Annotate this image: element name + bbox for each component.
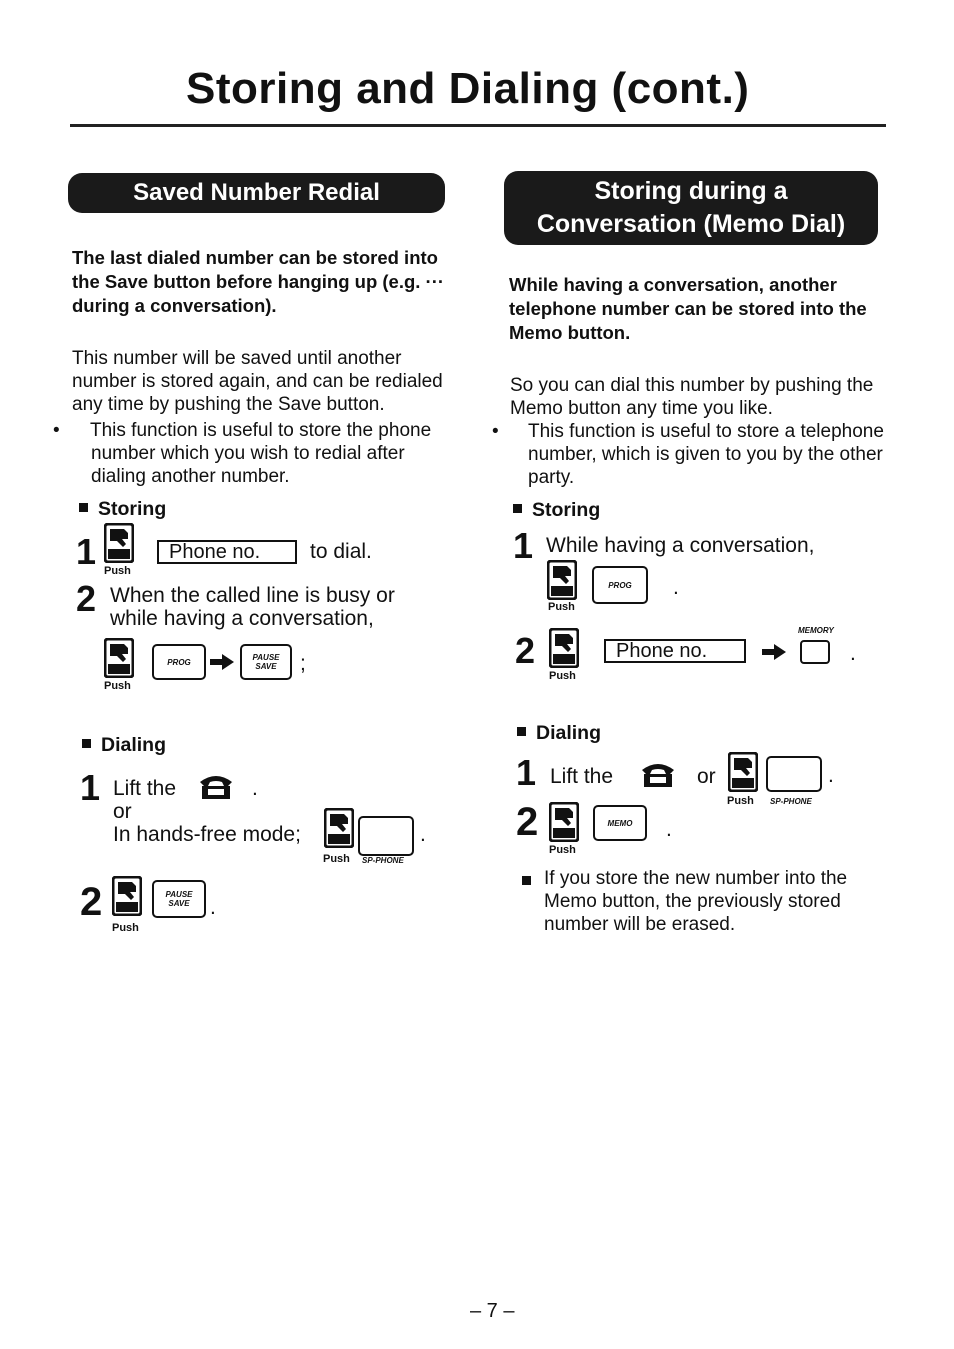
section-banner-memo-dial <box>504 171 878 245</box>
left-dialing-step1-text: Lift the <box>113 777 177 800</box>
section-banner-saved-number-redial: Saved Number Redial <box>68 173 445 213</box>
right-note <box>520 867 890 936</box>
phone-no-box: Phone no. <box>157 540 297 564</box>
right-arrow-icon <box>210 654 234 670</box>
memory-label: MEMORY <box>798 626 834 635</box>
push-hand-icon <box>547 560 577 600</box>
left-lead-text: The last dialed number can be stored into the Save button before hanging up (e.g. ··· during a conversation). <box>72 247 445 316</box>
page-title: Storing and Dialing (cont.) <box>186 64 750 113</box>
push-label: Push <box>727 795 754 807</box>
left-dialing-or: or <box>113 800 132 823</box>
period: . <box>828 764 834 787</box>
right-dialing-heading: Dialing <box>517 722 601 745</box>
memo-key[interactable]: MEMO <box>593 805 647 841</box>
right-lead-text: While having a conversation, another telephone number can be stored into the Memo button. <box>509 274 867 343</box>
left-dialing-heading: Dialing <box>82 734 166 757</box>
period: . <box>210 896 216 919</box>
right-storing-step1-text: While having a conversation, <box>546 534 815 557</box>
right-storing-heading: Storing <box>513 499 600 522</box>
push-hand-icon <box>549 802 579 842</box>
push-label: Push <box>549 670 576 682</box>
push-hand-icon <box>112 876 142 916</box>
push-label: Push <box>323 853 350 865</box>
left-dialing-handsfree: In hands-free mode; <box>113 823 301 846</box>
period: . <box>252 777 258 800</box>
right-storing-step1-number: 1 <box>513 525 534 566</box>
sp-phone-label: SP-PHONE <box>362 856 404 865</box>
period: . <box>673 576 679 599</box>
title-divider <box>70 124 886 127</box>
left-storing-step2-semicolon: ; <box>300 652 306 675</box>
push-label: Push <box>104 565 131 577</box>
right-dialing-step1-text: Lift the <box>550 765 614 788</box>
banner-line2: Conversation (Memo Dial) <box>536 210 846 238</box>
left-storing-step2-number: 2 <box>76 578 97 619</box>
push-label: Push <box>548 601 575 613</box>
pause-save-key[interactable]: PAUSE SAVE <box>152 880 206 918</box>
push-hand-icon <box>324 808 354 848</box>
left-dialing-step2-number: 2 <box>80 880 103 924</box>
square-bullet-icon <box>79 503 88 512</box>
period: . <box>850 642 856 665</box>
phone-no-box: Phone no. <box>604 639 746 663</box>
right-bullet-text: This function is useful to store a telephone number, which is given to you by the other party. <box>528 421 884 488</box>
square-bullet-icon <box>517 727 526 736</box>
sp-phone-label: SP-PHONE <box>770 797 812 806</box>
prog-key[interactable]: PROG <box>592 566 648 604</box>
page-number: – 7 – <box>470 1300 515 1322</box>
left-storing-step1-text: to dial. <box>310 540 372 563</box>
sp-phone-key[interactable] <box>766 756 822 792</box>
handset-icon <box>196 772 236 800</box>
sp-phone-key[interactable] <box>358 816 414 856</box>
period: . <box>420 823 426 846</box>
left-storing-step1-number: 1 <box>76 531 97 572</box>
right-body-text: So you can dial this number by pushing the Memo button any time you like. <box>510 375 874 419</box>
push-hand-icon <box>104 523 134 563</box>
right-note-text: If you store the new number into the Memo button, the previously stored number will be erased. <box>544 868 848 935</box>
right-dialing-step1-number: 1 <box>516 752 537 793</box>
right-dialing-step2-number: 2 <box>516 800 539 844</box>
right-dialing-or: or <box>697 765 716 788</box>
left-bullet: • This function is useful to store the phone number which you wish to redial after dialing another number. <box>53 420 432 487</box>
push-hand-icon <box>728 752 758 792</box>
push-label: Push <box>112 922 139 934</box>
right-bullet: • This function is useful to store a telephone number, which is given to you by the other party. <box>492 421 884 488</box>
left-storing-step2-line1: When the called line is busy or <box>110 584 395 607</box>
pause-save-key[interactable]: PAUSE SAVE <box>240 644 292 680</box>
left-storing-heading: Storing <box>79 498 166 521</box>
push-hand-icon <box>104 638 134 678</box>
push-hand-icon <box>549 628 579 668</box>
left-dialing-step1-number: 1 <box>80 767 101 808</box>
left-storing-step2-line2: while having a conversation, <box>110 607 374 630</box>
square-bullet-icon <box>522 876 531 885</box>
handset-icon <box>638 760 678 788</box>
prog-key[interactable]: PROG <box>152 644 206 680</box>
push-label: Push <box>104 680 131 692</box>
push-label: Push <box>549 844 576 856</box>
square-bullet-icon <box>82 739 91 748</box>
period: . <box>666 818 672 841</box>
right-arrow-icon <box>762 644 786 660</box>
left-bullet-text: This function is useful to store the phone number which you wish to redial after dialing another number. <box>90 420 432 487</box>
memory-key[interactable] <box>800 640 830 664</box>
right-storing-step2-number: 2 <box>515 630 536 671</box>
square-bullet-icon <box>513 504 522 513</box>
left-body-text: This number will be saved until another number is stored again, and can be redialed any time by pushing the Save button. <box>72 348 443 415</box>
banner-line1: Storing during a <box>594 177 788 205</box>
